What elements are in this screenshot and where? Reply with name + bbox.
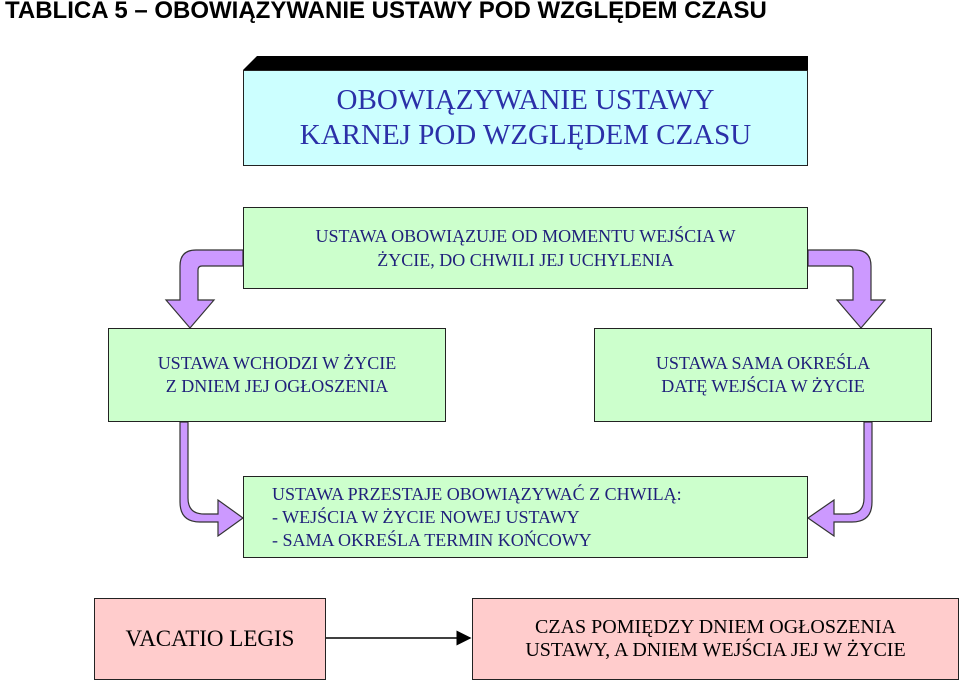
end-box <box>243 476 808 558</box>
page-title: TABLICA 5 – OBOWIĄZYWANIE USTAWY POD WZGLĘDEM CZASU <box>5 0 767 24</box>
header-box <box>243 70 808 166</box>
rule-line-2: ŻYCIE, DO CHWILI JEJ UCHYLENIA <box>377 250 674 270</box>
right-case-line-2: DATĘ WEJŚCIA W ŻYCIE <box>661 376 865 396</box>
header-line-1: OBOWIĄZYWANIE USTAWY <box>336 84 715 116</box>
arrow-left-to-end <box>180 422 243 536</box>
left-case-line-2: Z DNIEM JEJ OGŁOSZENIA <box>165 376 389 396</box>
end-line-3: - SAMA OKREŚLA TERMIN KOŃCOWY <box>272 529 592 550</box>
definition-line-1: CZAS POMIĘDZY DNIEM OGŁOSZENIA <box>535 616 896 638</box>
header-line-2: KARNEJ POD WZGLĘDEM CZASU <box>299 119 752 151</box>
end-line-1: USTAWA PRZESTAJE OBOWIĄZYWAĆ Z CHWILĄ: <box>272 483 682 504</box>
arrow-rule-to-right <box>808 250 885 328</box>
right-case-line-1: USTAWA SAMA OKREŚLA <box>655 353 871 373</box>
definition-box <box>472 598 959 680</box>
header-top-bar <box>243 56 808 70</box>
right-case-box <box>594 328 932 422</box>
vacatio-label: VACATIO LEGIS <box>125 626 295 651</box>
arrow-rule-to-left <box>166 250 243 328</box>
end-line-2: - WEJŚCIA W ŻYCIE NOWEJ USTAWY <box>272 506 580 527</box>
rule-line-1: USTAWA OBOWIĄZUJE OD MOMENTU WEJŚCIA W <box>315 226 736 246</box>
arrow-right-to-end <box>808 422 872 536</box>
left-case-line-1: USTAWA WCHODZI W ŻYCIE <box>157 353 397 373</box>
vacatio-box <box>94 598 326 680</box>
definition-line-2: USTAWY, A DNIEM WEJŚCIA JEJ W ŻYCIE <box>525 639 906 661</box>
left-case-box <box>108 328 446 422</box>
rule-box <box>243 207 808 289</box>
